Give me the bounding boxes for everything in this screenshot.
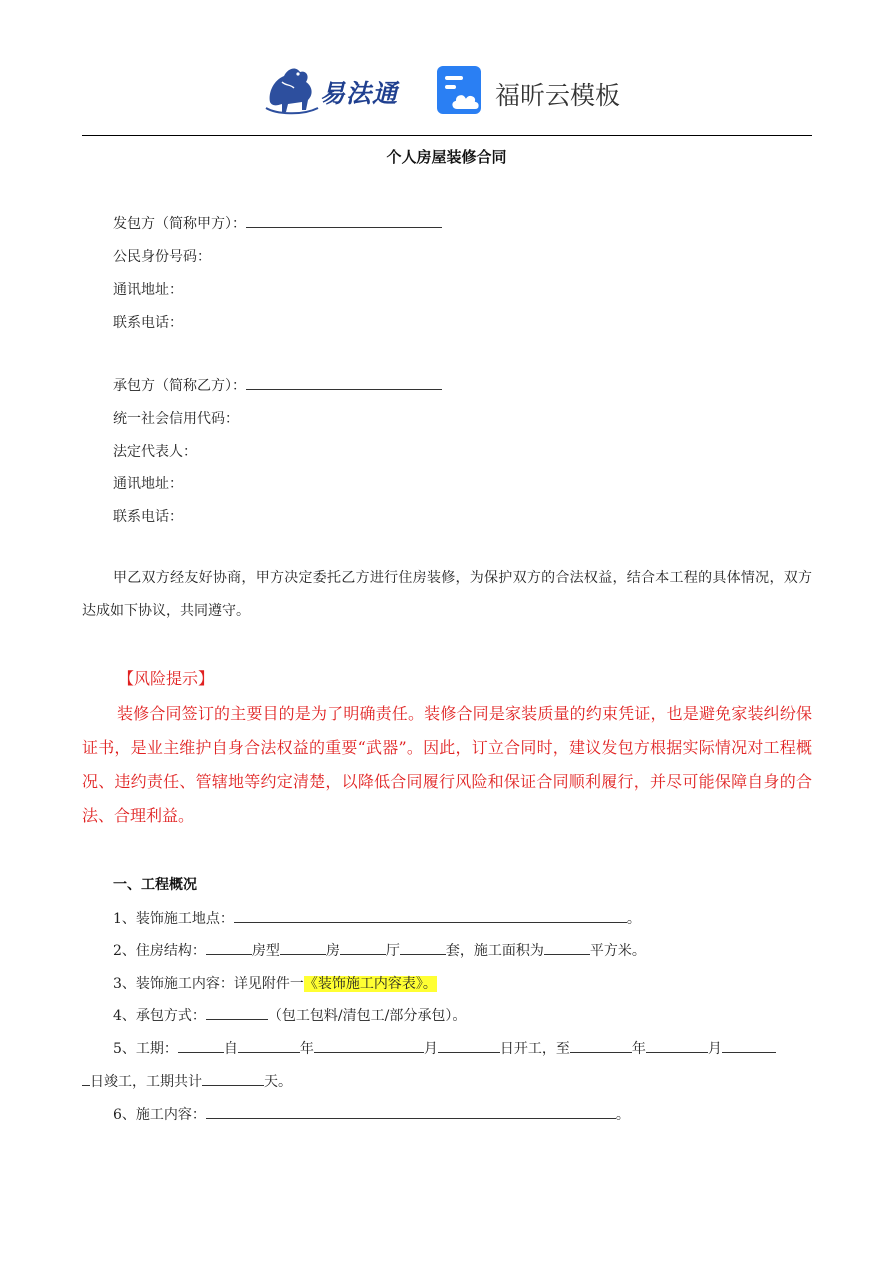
item-2-text-d: 厅 xyxy=(385,943,400,959)
item-5-text-c: 年 xyxy=(299,1041,314,1057)
item-5-blank-2[interactable] xyxy=(238,1038,300,1053)
item-5-text-d: 月 xyxy=(423,1041,438,1057)
item-3-label: 3、装饰施工内容：详见附件一 xyxy=(113,976,304,992)
risk-paragraph: 装修合同签订的主要目的是为了明确责任。装修合同是家装质量的约束凭证，也是避免家装纠纷保证书，是业主维护自身合法权益的重要“武器”。因此，订立合同时，建议发包方根据实际情况对工程概况、违约责任、管辖地等约定清楚，以降低合同履行风险和保证合同顺利履行，并尽可能保障自身的合法、合理利益。 xyxy=(82,704,812,825)
item-4-label: 4、承包方式： xyxy=(113,1008,206,1024)
item-5 xyxy=(113,1038,776,1058)
item-6-end: 。 xyxy=(615,1107,630,1123)
document-title: 个人房屋装修合同 xyxy=(386,148,507,166)
item-6 xyxy=(113,1104,630,1124)
item-6-label: 6、施工内容： xyxy=(113,1107,206,1123)
item-2-blank-1[interactable] xyxy=(206,940,252,955)
logo1-name: 易法通 xyxy=(320,79,399,108)
item-5-text-b: 自 xyxy=(223,1041,238,1057)
header-divider xyxy=(82,135,812,136)
party-b-address-label: 通讯地址： xyxy=(113,476,183,492)
party-a-line xyxy=(113,213,442,233)
item-2-blank-4[interactable] xyxy=(400,940,446,955)
party-a-id-label: 公民身份号码： xyxy=(113,249,211,265)
qilin-emblem-icon xyxy=(262,62,322,116)
item-4-blank[interactable] xyxy=(206,1005,268,1020)
item-5-blank-1[interactable] xyxy=(178,1038,224,1053)
party-a-address-label: 通讯地址： xyxy=(113,282,183,298)
risk-title: 【风险提示】 xyxy=(118,669,215,688)
page-header xyxy=(0,58,893,120)
item-4-end: （包工包料/清包工/部分承包）。 xyxy=(267,1008,467,1024)
party-b-rep-label: 法定代表人： xyxy=(113,444,197,460)
item-1-label: 1、装饰施工地点： xyxy=(113,911,234,927)
section-1-heading: 一、工程概况 xyxy=(113,877,197,893)
item-2-text-b: 房型 xyxy=(251,943,280,959)
party-a-phone-label: 联系电话： xyxy=(113,315,183,331)
item-5-text-h: 日竣工，工期共计 xyxy=(90,1074,202,1090)
party-a-label: 发包方（简称甲方）： xyxy=(113,216,246,232)
item-2-label: 2、住房结构： xyxy=(113,943,206,959)
item-3 xyxy=(113,973,437,993)
item-5-blank-7[interactable] xyxy=(722,1038,776,1053)
item-5-text-f: 年 xyxy=(631,1041,646,1057)
party-b-blank[interactable] xyxy=(246,375,442,390)
item-5-label: 5、工期： xyxy=(113,1041,178,1057)
intro-paragraph: 甲乙双方经友好协商，甲方决定委托乙方进行住房装修，为保护双方的合法权益，结合本工程的具体情况，双方达成如下协议，共同遵守。 xyxy=(82,570,812,619)
item-5-blank-3[interactable] xyxy=(314,1038,424,1053)
item-1 xyxy=(113,908,641,928)
party-b-label: 承包方（简称乙方）： xyxy=(113,378,246,394)
cloud-document-icon xyxy=(435,64,487,116)
item-2-text-e: 套，施工面积为 xyxy=(445,943,544,959)
item-1-blank[interactable] xyxy=(234,908,627,923)
item-2-blank-5[interactable] xyxy=(544,940,590,955)
party-a-blank[interactable] xyxy=(246,213,442,228)
item-6-blank[interactable] xyxy=(206,1104,616,1119)
item-5-blank-8[interactable] xyxy=(82,1071,90,1086)
logo2-name: 福昕云模板 xyxy=(495,81,621,110)
item-5-text-i: 天。 xyxy=(264,1074,292,1090)
item-3-highlight: 《装饰施工内容表》。 xyxy=(303,976,437,992)
item-4 xyxy=(113,1005,466,1025)
item-5-blank-5[interactable] xyxy=(570,1038,632,1053)
item-2-text-f: 平方米。 xyxy=(589,943,646,959)
party-b-credit-label: 统一社会信用代码： xyxy=(113,411,239,427)
item-5-blank-4[interactable] xyxy=(438,1038,500,1053)
item-2-text-c: 房 xyxy=(325,943,340,959)
party-b-line xyxy=(113,375,442,395)
foxit-template-logo xyxy=(435,64,635,118)
item-5-text-e: 日开工，至 xyxy=(499,1041,570,1057)
party-b-phone-label: 联系电话： xyxy=(113,509,183,525)
item-2 xyxy=(113,940,646,960)
yifatong-logo xyxy=(262,62,412,116)
item-2-blank-2[interactable] xyxy=(280,940,326,955)
item-1-end: 。 xyxy=(626,911,641,927)
item-5-text-g: 月 xyxy=(707,1041,722,1057)
item-5-blank-6[interactable] xyxy=(646,1038,708,1053)
item-5-blank-9[interactable] xyxy=(202,1071,264,1086)
item-2-blank-3[interactable] xyxy=(340,940,386,955)
item-5-cont xyxy=(82,1071,292,1091)
